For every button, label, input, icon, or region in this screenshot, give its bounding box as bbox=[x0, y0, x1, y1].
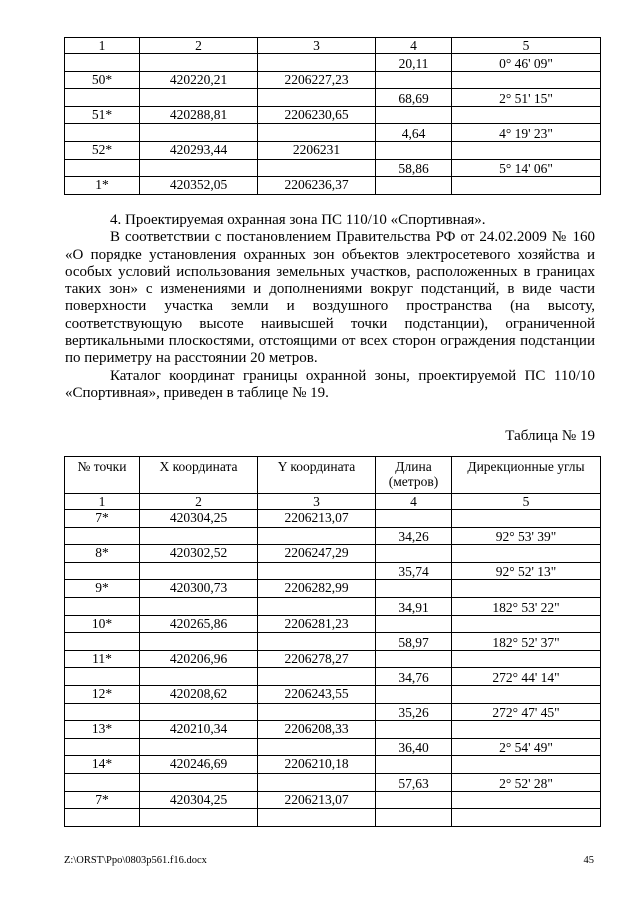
length-cell bbox=[376, 650, 452, 668]
length-cell: 35,26 bbox=[376, 703, 452, 721]
x-cell: 420352,05 bbox=[140, 177, 258, 195]
x-cell bbox=[140, 54, 258, 72]
length-cell bbox=[376, 721, 452, 739]
column-number: 3 bbox=[258, 38, 376, 54]
page-number: 45 bbox=[583, 855, 594, 866]
length-cell bbox=[376, 545, 452, 563]
point-cell: 1* bbox=[65, 177, 140, 195]
point-cell bbox=[65, 633, 140, 651]
length-cell: 20,11 bbox=[376, 54, 452, 72]
x-cell: 420302,52 bbox=[140, 545, 258, 563]
y-cell: 2206230,65 bbox=[258, 106, 376, 124]
header-y: Y координата bbox=[258, 457, 376, 494]
length-cell bbox=[376, 615, 452, 633]
column-number: 1 bbox=[65, 494, 140, 510]
table-row bbox=[65, 545, 601, 563]
paragraph: В соответствии с постановлением Правительства РФ от 24.02.2009 № 160 «О порядке установления охранных зон объектов электросетевого хозяйства и особых условий использования земельных участков, расположенных в границах таких зон» с изменениями и дополнениями вокруг подстанций, в виде части поверхности участка земли и воздушного пространства (на высоту, соответствующую высоте наивысшей точки подстанции), ограниченной вертикальными плоскостями, отстоящими от всех сторон ограждения подстанции по периметру на расстоянии 20 метров. bbox=[65, 229, 595, 367]
point-cell: 11* bbox=[65, 650, 140, 668]
table-row bbox=[65, 615, 601, 633]
y-cell bbox=[258, 738, 376, 756]
angle-cell bbox=[452, 650, 601, 668]
y-cell bbox=[258, 633, 376, 651]
table-row bbox=[65, 809, 601, 827]
y-cell: 2206227,23 bbox=[258, 71, 376, 89]
length-cell bbox=[376, 580, 452, 598]
table-row bbox=[65, 773, 601, 791]
column-number: 4 bbox=[376, 38, 452, 54]
table-row bbox=[65, 597, 601, 615]
table-row bbox=[65, 791, 601, 809]
y-cell bbox=[258, 703, 376, 721]
coordinates-table-body bbox=[65, 38, 601, 195]
length-cell bbox=[376, 106, 452, 124]
angle-cell bbox=[452, 545, 601, 563]
angle-cell bbox=[452, 685, 601, 703]
table-caption: Таблица № 19 bbox=[505, 428, 595, 444]
angle-cell: 92° 53' 39" bbox=[452, 527, 601, 545]
y-cell bbox=[258, 809, 376, 827]
table-row bbox=[65, 756, 601, 774]
y-cell bbox=[258, 773, 376, 791]
y-cell: 2206208,33 bbox=[258, 721, 376, 739]
x-cell: 420300,73 bbox=[140, 580, 258, 598]
footer-file-path: Z:\ORST\Ppo\0803p561.f16.docx bbox=[64, 855, 207, 866]
x-cell: 420210,34 bbox=[140, 721, 258, 739]
table-number-row bbox=[65, 494, 601, 510]
x-cell bbox=[140, 159, 258, 177]
x-cell bbox=[140, 668, 258, 686]
point-cell: 9* bbox=[65, 580, 140, 598]
angle-cell: 272° 44' 14" bbox=[452, 668, 601, 686]
angle-cell bbox=[452, 791, 601, 809]
x-cell: 420293,44 bbox=[140, 141, 258, 159]
length-cell bbox=[376, 791, 452, 809]
table-number-row bbox=[65, 38, 601, 54]
table-row bbox=[65, 685, 601, 703]
y-cell: 2206278,27 bbox=[258, 650, 376, 668]
point-cell: 10* bbox=[65, 615, 140, 633]
point-cell: 7* bbox=[65, 510, 140, 528]
angle-cell: 272° 47' 45" bbox=[452, 703, 601, 721]
point-cell: 8* bbox=[65, 545, 140, 563]
table-row bbox=[65, 71, 601, 89]
section-heading: 4. Проектируемая охранная зона ПС 110/10 «Спортивная». bbox=[110, 212, 486, 228]
point-cell bbox=[65, 124, 140, 142]
point-cell: 7* bbox=[65, 791, 140, 809]
x-cell bbox=[140, 738, 258, 756]
y-cell: 2206210,18 bbox=[258, 756, 376, 774]
point-cell bbox=[65, 597, 140, 615]
length-cell: 57,63 bbox=[376, 773, 452, 791]
table-row bbox=[65, 54, 601, 72]
x-cell: 420304,25 bbox=[140, 791, 258, 809]
y-cell: 2206247,29 bbox=[258, 545, 376, 563]
angle-cell bbox=[452, 510, 601, 528]
angle-cell bbox=[452, 809, 601, 827]
table-header-row bbox=[65, 457, 601, 494]
point-cell: 52* bbox=[65, 141, 140, 159]
y-cell: 2206281,23 bbox=[258, 615, 376, 633]
point-cell bbox=[65, 159, 140, 177]
column-number: 2 bbox=[140, 38, 258, 54]
length-cell bbox=[376, 809, 452, 827]
x-cell: 420220,21 bbox=[140, 71, 258, 89]
length-cell bbox=[376, 756, 452, 774]
angle-cell: 2° 54' 49" bbox=[452, 738, 601, 756]
angle-cell bbox=[452, 177, 601, 195]
angle-cell: 4° 19' 23" bbox=[452, 124, 601, 142]
table-row bbox=[65, 141, 601, 159]
angle-cell: 92° 52' 13" bbox=[452, 562, 601, 580]
x-cell: 420304,25 bbox=[140, 510, 258, 528]
y-cell bbox=[258, 124, 376, 142]
table-row bbox=[65, 650, 601, 668]
angle-cell: 182° 53' 22" bbox=[452, 597, 601, 615]
angle-cell bbox=[452, 721, 601, 739]
y-cell: 2206243,55 bbox=[258, 685, 376, 703]
y-cell: 2206231 bbox=[258, 141, 376, 159]
x-cell bbox=[140, 124, 258, 142]
x-cell: 420246,69 bbox=[140, 756, 258, 774]
angle-cell: 2° 52' 28" bbox=[452, 773, 601, 791]
point-cell bbox=[65, 54, 140, 72]
angle-cell bbox=[452, 580, 601, 598]
table-19-body bbox=[65, 457, 601, 827]
column-number: 1 bbox=[65, 38, 140, 54]
table-row bbox=[65, 89, 601, 107]
point-cell: 50* bbox=[65, 71, 140, 89]
length-cell: 58,97 bbox=[376, 633, 452, 651]
point-cell: 14* bbox=[65, 756, 140, 774]
coordinates-table-continued bbox=[64, 37, 601, 195]
length-cell: 58,86 bbox=[376, 159, 452, 177]
angle-cell bbox=[452, 71, 601, 89]
table-row bbox=[65, 124, 601, 142]
point-cell bbox=[65, 562, 140, 580]
angle-cell bbox=[452, 141, 601, 159]
length-cell bbox=[376, 510, 452, 528]
y-cell: 2206282,99 bbox=[258, 580, 376, 598]
length-cell: 68,69 bbox=[376, 89, 452, 107]
y-cell bbox=[258, 89, 376, 107]
angle-cell: 182° 52' 37" bbox=[452, 633, 601, 651]
length-cell: 35,74 bbox=[376, 562, 452, 580]
y-cell bbox=[258, 159, 376, 177]
table-row bbox=[65, 668, 601, 686]
table-row bbox=[65, 106, 601, 124]
length-cell bbox=[376, 685, 452, 703]
table-row bbox=[65, 633, 601, 651]
x-cell bbox=[140, 527, 258, 545]
x-cell bbox=[140, 633, 258, 651]
angle-cell: 5° 14' 06" bbox=[452, 159, 601, 177]
angle-cell bbox=[452, 615, 601, 633]
x-cell bbox=[140, 703, 258, 721]
table-row bbox=[65, 159, 601, 177]
x-cell bbox=[140, 89, 258, 107]
table-row bbox=[65, 527, 601, 545]
x-cell: 420288,81 bbox=[140, 106, 258, 124]
y-cell: 2206236,37 bbox=[258, 177, 376, 195]
y-cell bbox=[258, 668, 376, 686]
paragraph: Каталог координат границы охранной зоны, проектируемой ПС 110/10 «Спортивная», приведен в таблице № 19. bbox=[65, 367, 595, 401]
angle-cell: 2° 51' 15" bbox=[452, 89, 601, 107]
column-number: 4 bbox=[376, 494, 452, 510]
length-cell: 34,91 bbox=[376, 597, 452, 615]
column-number: 3 bbox=[258, 494, 376, 510]
point-cell bbox=[65, 773, 140, 791]
table-row bbox=[65, 703, 601, 721]
header-point: № точки bbox=[65, 457, 140, 494]
column-number: 5 bbox=[452, 494, 601, 510]
table-row bbox=[65, 738, 601, 756]
x-cell: 420208,62 bbox=[140, 685, 258, 703]
table-row bbox=[65, 562, 601, 580]
header-angle: Дирекционные углы bbox=[452, 457, 601, 494]
point-cell bbox=[65, 527, 140, 545]
header-length: Длина (метров) bbox=[376, 457, 452, 494]
x-cell bbox=[140, 773, 258, 791]
column-number: 5 bbox=[452, 38, 601, 54]
y-cell bbox=[258, 527, 376, 545]
y-cell: 2206213,07 bbox=[258, 510, 376, 528]
length-cell bbox=[376, 71, 452, 89]
y-cell bbox=[258, 597, 376, 615]
x-cell bbox=[140, 597, 258, 615]
x-cell bbox=[140, 562, 258, 580]
table-row bbox=[65, 510, 601, 528]
table-row bbox=[65, 580, 601, 598]
body-text bbox=[65, 212, 595, 402]
angle-cell bbox=[452, 106, 601, 124]
length-cell: 36,40 bbox=[376, 738, 452, 756]
x-cell: 420265,86 bbox=[140, 615, 258, 633]
angle-cell bbox=[452, 756, 601, 774]
table-row bbox=[65, 177, 601, 195]
point-cell bbox=[65, 703, 140, 721]
length-cell bbox=[376, 177, 452, 195]
point-cell bbox=[65, 668, 140, 686]
point-cell bbox=[65, 89, 140, 107]
table-row bbox=[65, 721, 601, 739]
angle-cell: 0° 46' 09" bbox=[452, 54, 601, 72]
point-cell: 12* bbox=[65, 685, 140, 703]
length-cell: 34,76 bbox=[376, 668, 452, 686]
coordinates-table-19 bbox=[64, 456, 601, 827]
length-cell: 34,26 bbox=[376, 527, 452, 545]
length-cell bbox=[376, 141, 452, 159]
y-cell bbox=[258, 562, 376, 580]
header-x: X координата bbox=[140, 457, 258, 494]
length-cell: 4,64 bbox=[376, 124, 452, 142]
point-cell: 51* bbox=[65, 106, 140, 124]
column-number: 2 bbox=[140, 494, 258, 510]
point-cell bbox=[65, 809, 140, 827]
point-cell bbox=[65, 738, 140, 756]
y-cell bbox=[258, 54, 376, 72]
x-cell bbox=[140, 809, 258, 827]
y-cell: 2206213,07 bbox=[258, 791, 376, 809]
point-cell: 13* bbox=[65, 721, 140, 739]
x-cell: 420206,96 bbox=[140, 650, 258, 668]
